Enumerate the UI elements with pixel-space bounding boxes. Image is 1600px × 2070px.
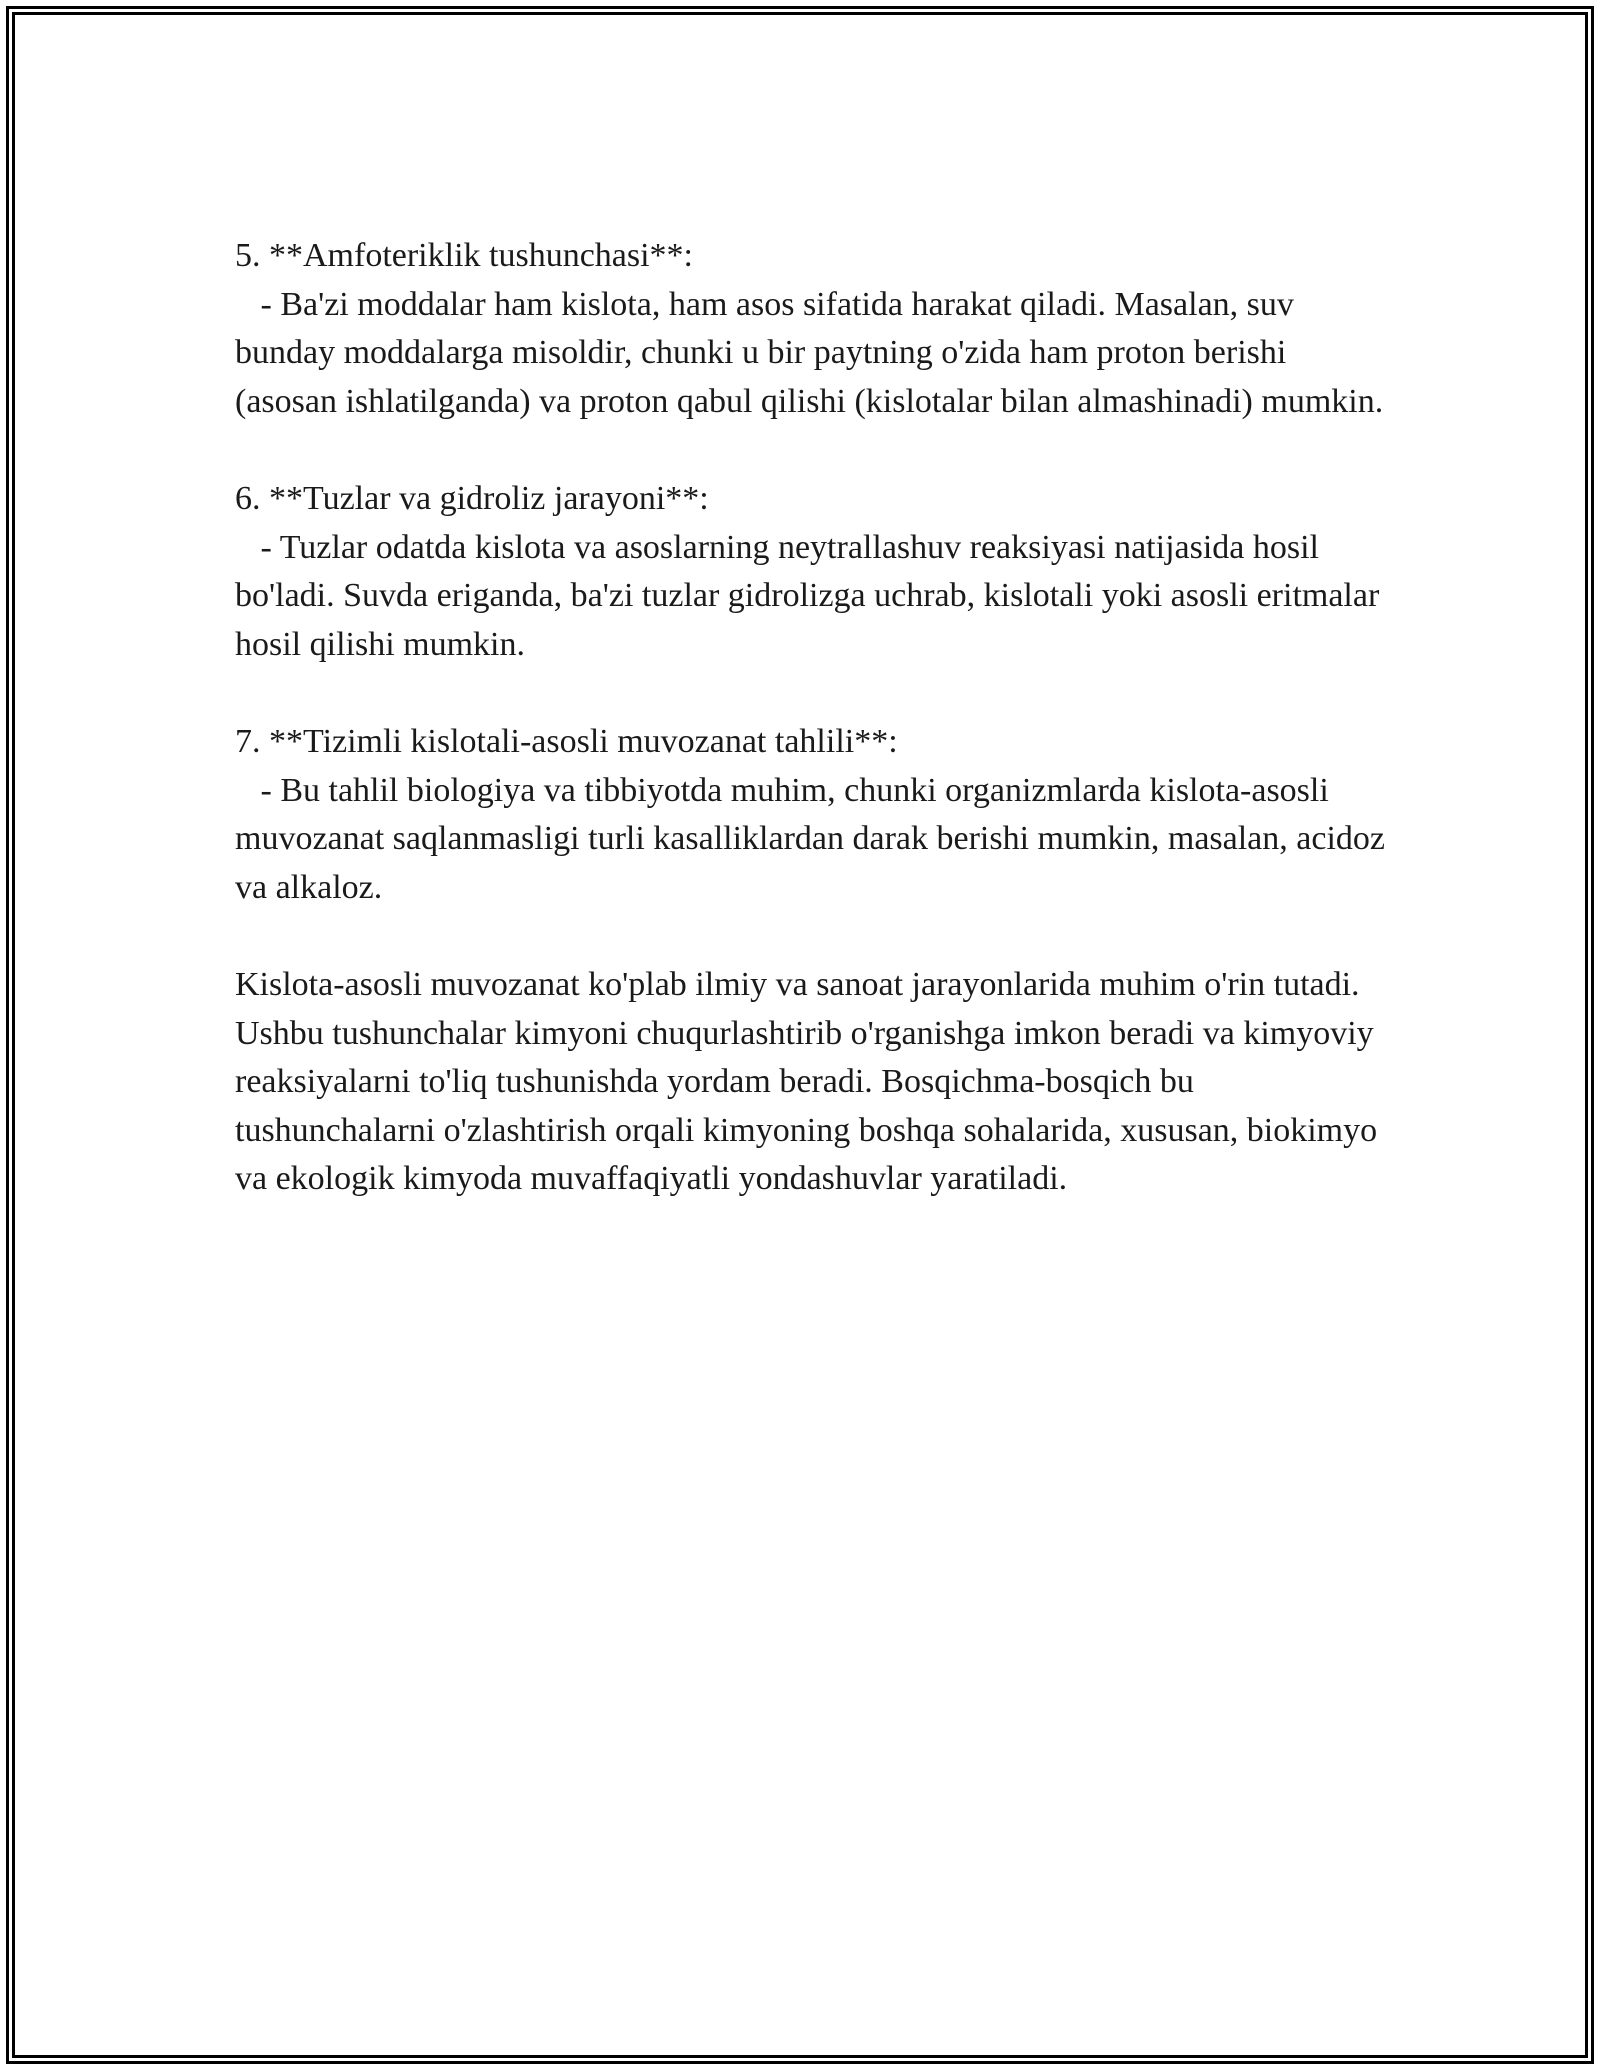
section-salts-hydrolysis — [235, 475, 1388, 669]
section-heading: 5. **Amfoteriklik tushunchasi**: — [235, 237, 694, 274]
section-heading: 6. **Tuzlar va gidroliz jarayoni**: — [235, 480, 709, 517]
section-text: - Bu tahlil biologiya va tibbiyotda muhim, chunki organizmlarda kislota-asosli muvozanat saqlanmasligi turli kasalliklardan darak berishi mumkin, masalan, acidoz va alkaloz. — [235, 771, 1394, 906]
section-amphoterism — [235, 232, 1385, 426]
section-acid-base-analysis — [235, 718, 1394, 912]
section-text: - Tuzlar odatda kislota va asoslarning neytrallashuv reaksiyasi natijasida hosil bo'ladi. Suvda eriganda, ba'zi tuzlar gidrolizga uchrab, kislotali yoki asosli eritmalar hosil qilishi mumkin. — [235, 528, 1388, 663]
section-heading: 7. **Tizimli kislotali-asosli muvozanat tahlili**: — [235, 723, 898, 760]
conclusion-paragraph: Kislota-asosli muvozanat ko'plab ilmiy va sanoat jarayonlarida muhim o'rin tutadi. Ushbu tushunchalar kimyoni chuqurlashtirib o'rganishga imkon beradi va kimyoviy reaksiyalarni to'liq tushunishda yordam beradi. Bosqichma-bosqich bu tushunchalarni o'zlashtirish orqali kimyoning boshqa sohalarida, xususan, biokimyo va ekologik kimyoda muvaffaqiyatli yondashuvlar yaratiladi. — [235, 966, 1378, 1197]
section-text: - Ba'zi moddalar ham kislota, ham asos sifatida harakat qiladi. Masalan, suv bunday moddalarga misoldir, chunki u bir paytning o'zida ham proton berishi (asosan ishlatilganda) va proton qabul qilishi (kislotalar bilan almashinadi) mumkin. — [235, 285, 1384, 420]
document-body — [235, 232, 1394, 1204]
